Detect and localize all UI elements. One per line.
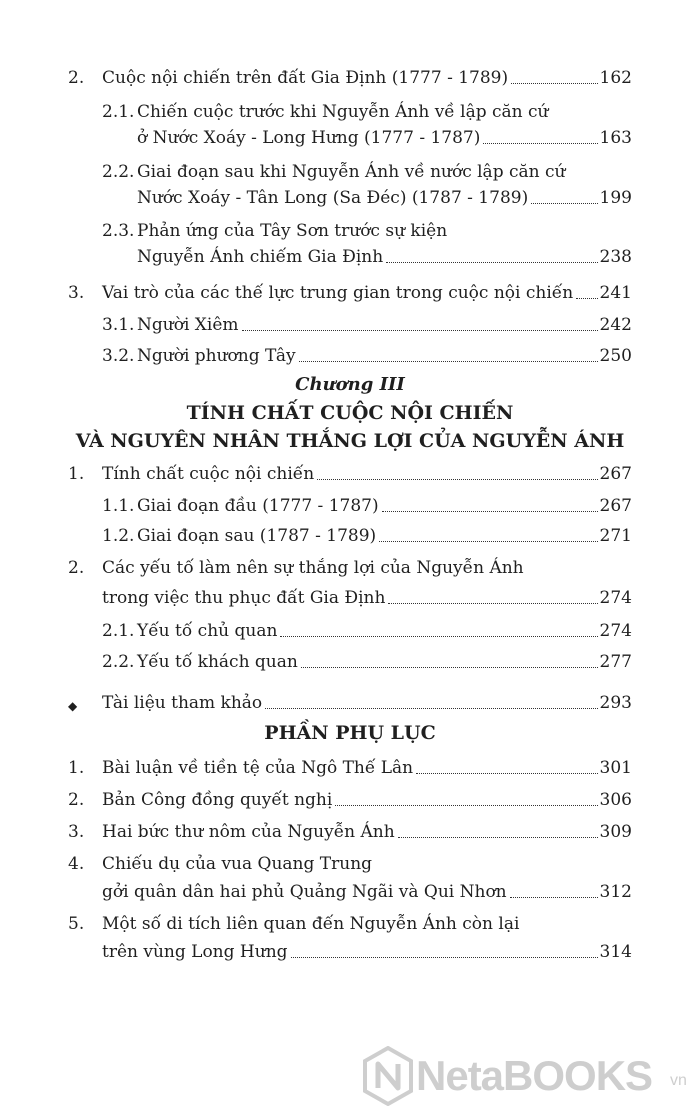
- watermark-suffix: vn: [670, 1072, 687, 1089]
- diamond-bullet-icon: ◆: [68, 699, 78, 713]
- entry-title-cont: trên vùng Long Hưng: [102, 942, 288, 962]
- entry-page: 238: [599, 247, 632, 267]
- entry-title: Chiến cuộc trước khi Nguyễn Ánh về lập căn cứ: [137, 102, 549, 122]
- entry-number: 1.1.: [102, 496, 135, 516]
- entry-number: 2.1.: [102, 102, 135, 122]
- entry-page: 241: [599, 283, 632, 303]
- entry-title: Người phương Tây: [137, 346, 296, 366]
- entry-number: 2.1.: [102, 621, 135, 641]
- leader-dots: [398, 837, 598, 838]
- entry-title: Tính chất cuộc nội chiến: [102, 464, 315, 484]
- entry-page: 267: [599, 464, 632, 484]
- watermark-brand: NetaBOOKS: [416, 1052, 653, 1099]
- entry-title: Yếu tố khách quan: [137, 652, 298, 672]
- entry-title: Hai bức thư nôm của Nguyễn Ánh: [102, 822, 395, 842]
- entry-page: 274: [599, 588, 632, 608]
- entry-page: 250: [599, 346, 632, 366]
- leader-dots: [388, 603, 597, 604]
- entry-page: 306: [599, 790, 632, 810]
- entry-page: 242: [599, 315, 632, 335]
- entry-number: 2.: [68, 558, 85, 578]
- leader-dots: [301, 667, 598, 668]
- entry-number: 2.3.: [102, 221, 135, 241]
- entry-number: 2.: [68, 68, 85, 88]
- entry-number: 2.: [68, 790, 85, 810]
- entry-page: 301: [599, 758, 632, 778]
- entry-title: Chiếu dụ của vua Quang Trung: [102, 854, 373, 874]
- entry-page: 274: [599, 621, 632, 641]
- leader-dots: [265, 708, 597, 709]
- entry-title: Vai trò của các thế lực trung gian trong cuộc nội chiến: [102, 283, 574, 303]
- entry-number: 4.: [68, 854, 85, 874]
- appendix-heading: PHẦN PHỤ LỤC: [264, 722, 436, 744]
- entry-title: Yếu tố chủ quan: [137, 621, 278, 641]
- chapter-label: Chương III: [295, 374, 405, 395]
- entry-title: Giai đoạn đầu (1777 - 1787): [137, 496, 379, 516]
- entry-number: 2.2.: [102, 162, 135, 182]
- leader-dots: [382, 511, 598, 512]
- leader-dots: [379, 541, 597, 542]
- entry-title: Bản Công đồng quyết nghị: [102, 790, 333, 810]
- netabooks-watermark: [362, 1046, 692, 1108]
- entry-title: Bài luận về tiền tệ của Ngô Thế Lân: [102, 758, 414, 778]
- entry-title-cont: ở Nước Xoáy - Long Hưng (1777 - 1787): [137, 128, 481, 148]
- entry-number: 2.2.: [102, 652, 135, 672]
- leader-dots: [299, 361, 598, 362]
- entry-title-cont: Nước Xoáy - Tân Long (Sa Đéc) (1787 - 1789): [137, 188, 529, 208]
- leader-dots: [483, 143, 597, 144]
- entry-title: Giai đoạn sau (1787 - 1789): [137, 526, 377, 546]
- entry-title: Các yếu tố làm nên sự thắng lợi của Nguyễn Ánh: [102, 558, 524, 578]
- entry-title: Một số di tích liên quan đến Nguyễn Ánh còn lại: [102, 914, 520, 934]
- entry-title-cont: Nguyễn Ánh chiếm Gia Định: [137, 247, 384, 267]
- entry-title: Cuộc nội chiến trên đất Gia Định (1777 - 1789): [102, 68, 509, 88]
- entry-page: 293: [599, 693, 632, 713]
- entry-page: 162: [599, 68, 632, 88]
- entry-page: 163: [599, 128, 632, 148]
- leader-dots: [291, 957, 598, 958]
- chapter-title-line-2: VÀ NGUYÊN NHÂN THẮNG LỢI CỦA NGUYỄN ÁNH: [75, 430, 625, 452]
- chapter-title-line-1: TÍNH CHẤT CUỘC NỘI CHIẾN: [186, 402, 514, 424]
- entry-page: 314: [599, 942, 632, 962]
- entry-page: 309: [599, 822, 632, 842]
- entry-number: 3.2.: [102, 346, 135, 366]
- leader-dots: [511, 83, 597, 84]
- leader-dots: [386, 262, 597, 263]
- entry-title: Người Xiêm: [137, 315, 239, 335]
- entry-number: 1.2.: [102, 526, 135, 546]
- leader-dots: [416, 773, 597, 774]
- leader-dots: [510, 897, 598, 898]
- entry-title-cont: trong việc thu phục đất Gia Định: [102, 588, 386, 608]
- entry-page: 312: [599, 882, 632, 902]
- entry-number: 1.: [68, 464, 85, 484]
- leader-dots: [317, 479, 597, 480]
- entry-number: 3.1.: [102, 315, 135, 335]
- leader-dots: [242, 330, 598, 331]
- entry-page: 277: [599, 652, 632, 672]
- entry-title: Giai đoạn sau khi Nguyễn Ánh về nước lập căn cứ: [137, 162, 566, 182]
- entry-number: 3.: [68, 283, 85, 303]
- entry-title: Phản ứng của Tây Sơn trước sự kiện: [137, 221, 448, 241]
- entry-number: 5.: [68, 914, 85, 934]
- entry-page: 271: [599, 526, 632, 546]
- entry-title: Tài liệu tham khảo: [102, 693, 263, 713]
- leader-dots: [531, 203, 597, 204]
- leader-dots: [335, 805, 597, 806]
- netabooks-logo-icon: [362, 1046, 414, 1106]
- entry-page: 199: [599, 188, 632, 208]
- entry-title-cont: gởi quân dân hai phủ Quảng Ngãi và Qui Nhơn: [102, 882, 507, 902]
- leader-dots: [576, 298, 597, 299]
- entry-number: 3.: [68, 822, 85, 842]
- entry-number: 1.: [68, 758, 85, 778]
- leader-dots: [280, 636, 597, 637]
- entry-page: 267: [599, 496, 632, 516]
